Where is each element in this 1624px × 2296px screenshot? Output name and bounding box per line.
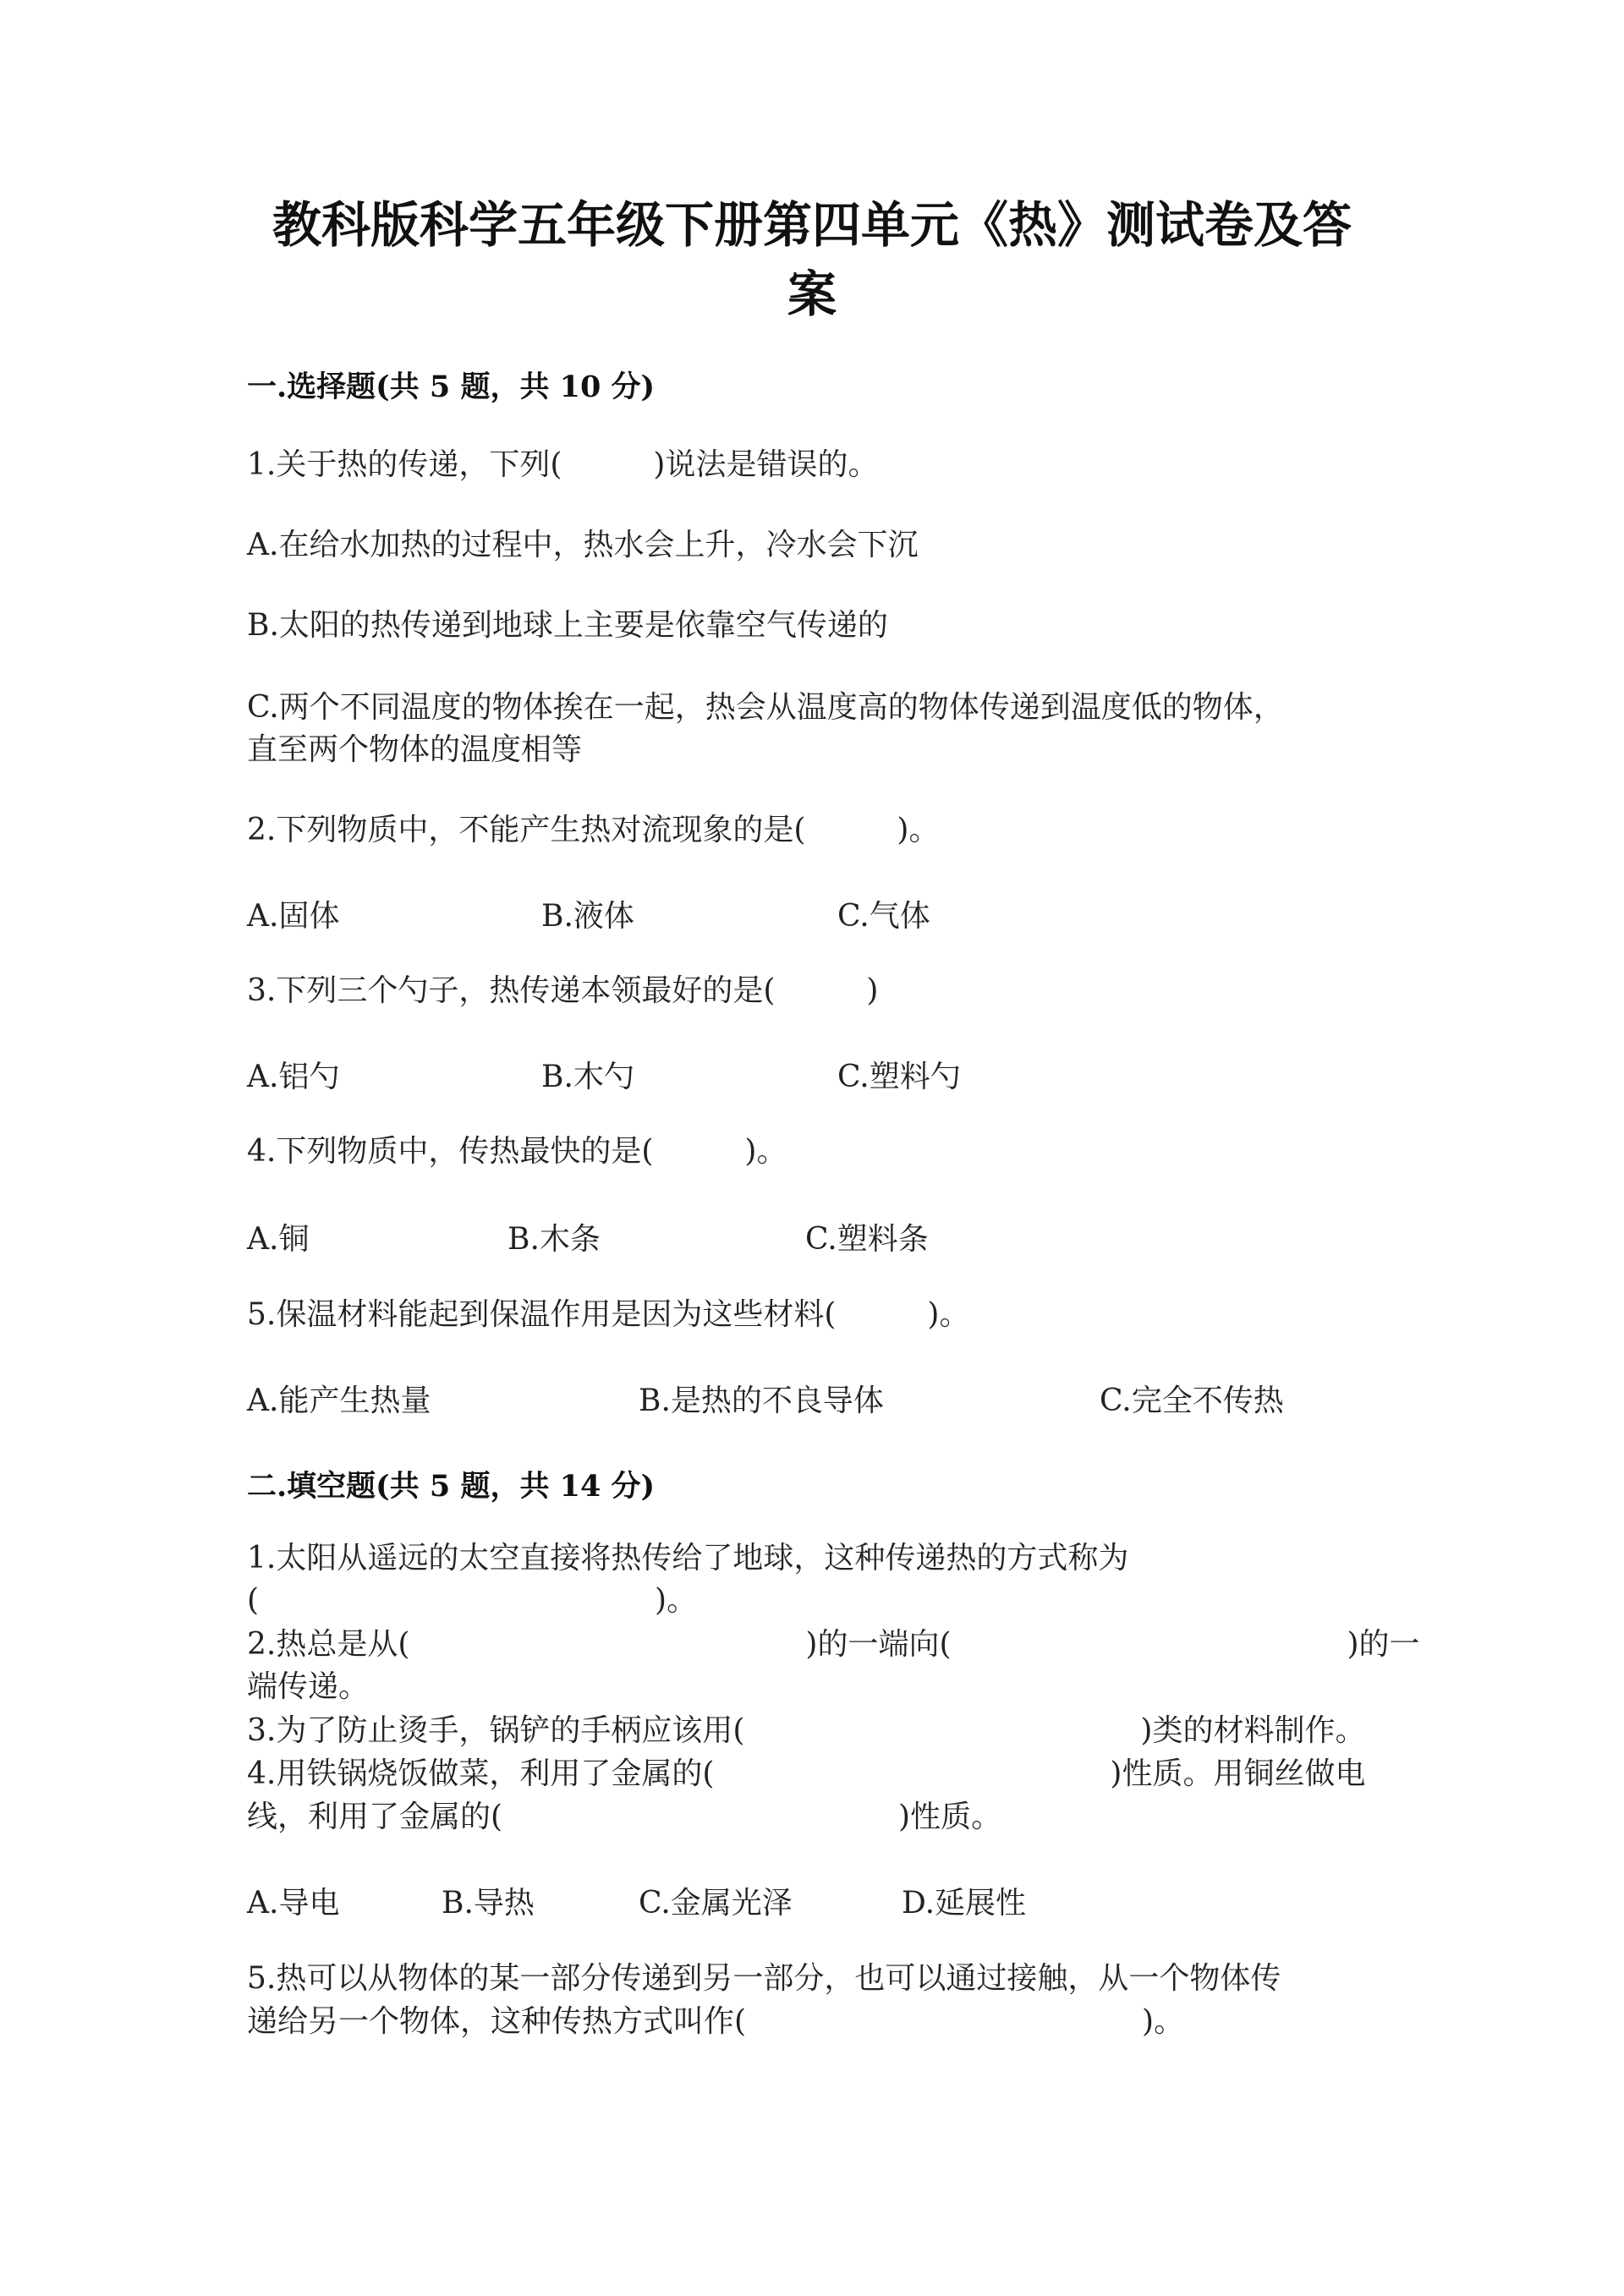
question-2-stem: 2.下列物质中，不能产生热对流现象的是( )。 <box>247 813 940 847</box>
question-4-stem: 4.下列物质中，传热最快的是( )。 <box>247 1134 787 1169</box>
page-title-line2: 案 <box>787 266 837 323</box>
fill-5-line2: 递给另一个物体，这种传热方式叫作( )。 <box>247 2004 1185 2039</box>
fill-1-line1: 1.太阳从遥远的太空直接将热传给了地球，这种传递热的方式称为 <box>247 1541 1129 1575</box>
question-2-option-c: C.气体 <box>837 899 930 934</box>
section-heading-fill: 二.填空题(共 5 题，共 14 分) <box>247 1469 656 1504</box>
question-1-option-a: A.在给水加热的过程中，热水会上升，冷水会下沉 <box>247 528 919 562</box>
question-4-option-a: A.铜 <box>247 1222 310 1257</box>
page-title-line1: 教科版科学五年级下册第四单元《热》测试卷及答 <box>272 196 1352 254</box>
fill-4-option-a: A.导电 <box>247 1886 340 1921</box>
fill-2-line1: 2.热总是从( )的一端向( )的一 <box>247 1627 1420 1662</box>
fill-4-option-d: D.延展性 <box>902 1886 1027 1921</box>
question-3-option-b: B.木勺 <box>541 1060 634 1094</box>
question-3-option-a: A.铝勺 <box>247 1060 340 1094</box>
question-1-option-b: B.太阳的热传递到地球上主要是依靠空气传递的 <box>247 608 888 643</box>
question-1-stem: 1.关于热的传递，下列( )说法是错误的。 <box>247 447 879 482</box>
fill-3-line1: 3.为了防止烫手，锅铲的手柄应该用( )类的材料制作。 <box>247 1713 1366 1748</box>
question-2-option-b: B.液体 <box>541 899 634 934</box>
section-heading-choice: 一.选择题(共 5 题，共 10 分) <box>247 370 656 404</box>
fill-2-line2: 端传递。 <box>247 1669 370 1704</box>
question-5-stem: 5.保温材料能起到保温作用是因为这些材料( )。 <box>247 1297 970 1332</box>
question-3-option-c: C.塑料勺 <box>837 1060 961 1094</box>
question-4-option-b: B.木条 <box>508 1222 601 1257</box>
question-2-option-a: A.固体 <box>247 899 340 934</box>
question-3-stem: 3.下列三个勺子，热传递本领最好的是( ) <box>247 973 879 1008</box>
fill-4-option-b: B.导热 <box>442 1886 535 1921</box>
fill-5-line1: 5.热可以从物体的某一部分传递到另一部分，也可以通过接触，从一个物体传 <box>247 1961 1281 1996</box>
fill-1-line2: ( )。 <box>247 1583 698 1618</box>
question-1-option-c-line2: 直至两个物体的温度相等 <box>247 732 583 767</box>
fill-4-line2: 线，利用了金属的( )性质。 <box>247 1800 1002 1834</box>
question-5-option-c: C.完全不传热 <box>1100 1384 1284 1418</box>
fill-4-line1: 4.用铁锅烧饭做菜，利用了金属的( )性质。用铜丝做电 <box>247 1756 1366 1791</box>
page-title <box>254 190 1370 329</box>
question-5-option-b: B.是热的不良导体 <box>639 1384 884 1418</box>
question-5-option-a: A.能产生热量 <box>247 1384 431 1418</box>
fill-4-option-c: C.金属光泽 <box>639 1886 793 1921</box>
question-1-option-c-line1: C.两个不同温度的物体挨在一起，热会从温度高的物体传递到温度低的物体， <box>247 690 1284 725</box>
question-4-option-c: C.塑料条 <box>805 1222 929 1257</box>
